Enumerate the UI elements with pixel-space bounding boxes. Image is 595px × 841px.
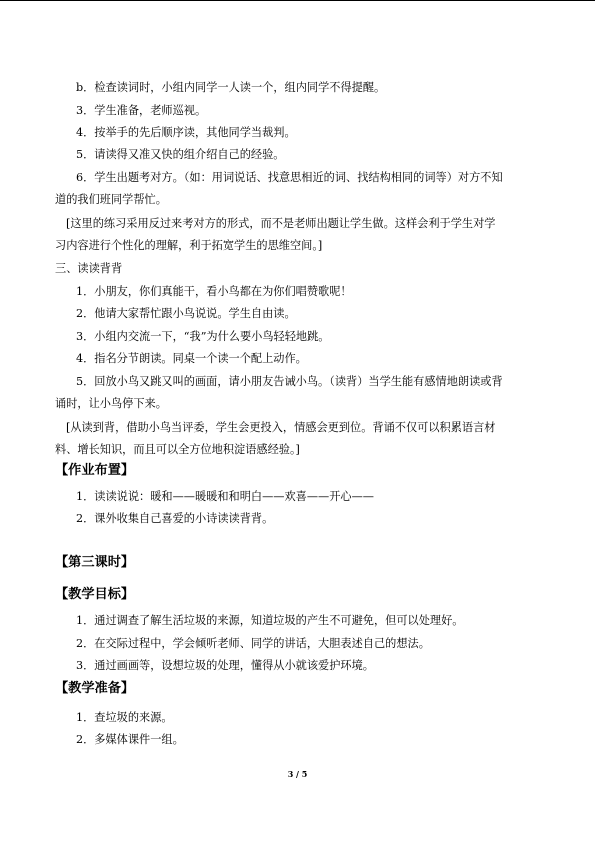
text-line: 1．查垃圾的来源。 — [76, 711, 173, 724]
header-rule — [0, 0, 595, 1]
section-title: 三、读读背背 — [55, 262, 123, 275]
text-line: 2．多媒体课件一组。 — [76, 733, 184, 746]
text-line: 2．他请大家帮忙跟小鸟说说。学生自由读。 — [76, 307, 296, 320]
text-line: 4．指名分节朗读。同桌一个读一个配上动作。 — [76, 352, 307, 365]
text-line: 2．课外收集自己喜爱的小诗读读背背。 — [76, 512, 274, 525]
text-line: b．检查读词时，小组内同学一人读一个，组内同学不得提醒。 — [76, 81, 386, 94]
heading-third-lesson: 【第三课时】 — [55, 555, 135, 570]
text-line: 4．按举手的先后顺序读，其他同学当裁判。 — [76, 126, 296, 139]
text-line: 5．请读得又准又快的组介绍自己的经验。 — [76, 148, 285, 161]
annotation-line: 料、增长知识，而且可以全方位地积淀语感经验。] — [55, 443, 300, 456]
annotation-line: [这里的练习采用反过来考对方的形式，而不是老师出题让学生做。这样会利于学生对学 — [66, 217, 496, 230]
annotation-line: 习内容进行个性化的理解，利于拓宽学生的思维空间。] — [55, 239, 323, 252]
text-line: 3．小组内交流一下，“我”为什么要小鸟轻轻地跳。 — [76, 330, 330, 343]
text-line: 2．在交际过程中，学会倾听老师、同学的讲话，大胆表述自己的想法。 — [76, 637, 430, 650]
text-line: 道的我们班同学帮忙。 — [55, 193, 167, 206]
page-number: 3 / 5 — [287, 769, 308, 779]
text-line: 5．回放小鸟又跳又叫的画面，请小朋友告诫小鸟。（读背）当学生能有感情地朗读或背 — [76, 375, 503, 388]
text-line: 6．学生出题考对方。（如：用词说话、找意思相近的词、找结构相同的词等）对方不知 — [76, 171, 503, 184]
heading-homework: 【作业布置】 — [55, 463, 135, 478]
text-line: 3．学生准备，老师巡视。 — [76, 104, 207, 117]
heading-goals: 【教学目标】 — [55, 587, 135, 602]
text-line: 3．通过画画等，设想垃圾的处理，懂得从小就该爱护环境。 — [76, 659, 374, 672]
text-line: 1．读读说说：暖和——暖暖和和明白——欢喜——开心—— — [76, 490, 374, 503]
annotation-line: [从读到背，借助小鸟当评委，学生会更投入，情感会更到位。背诵不仅可以积累语言材 — [66, 421, 496, 434]
text-line: 1．小朋友，你们真能干，看小鸟都在为你们唱赞歌呢！ — [76, 285, 352, 298]
heading-prep: 【教学准备】 — [55, 681, 135, 696]
text-line: 1．通过调查了解生活垃圾的来源，知道垃圾的产生不可避免，但可以处理好。 — [76, 614, 464, 627]
text-line: 诵时，让小鸟停下来。 — [55, 397, 167, 410]
